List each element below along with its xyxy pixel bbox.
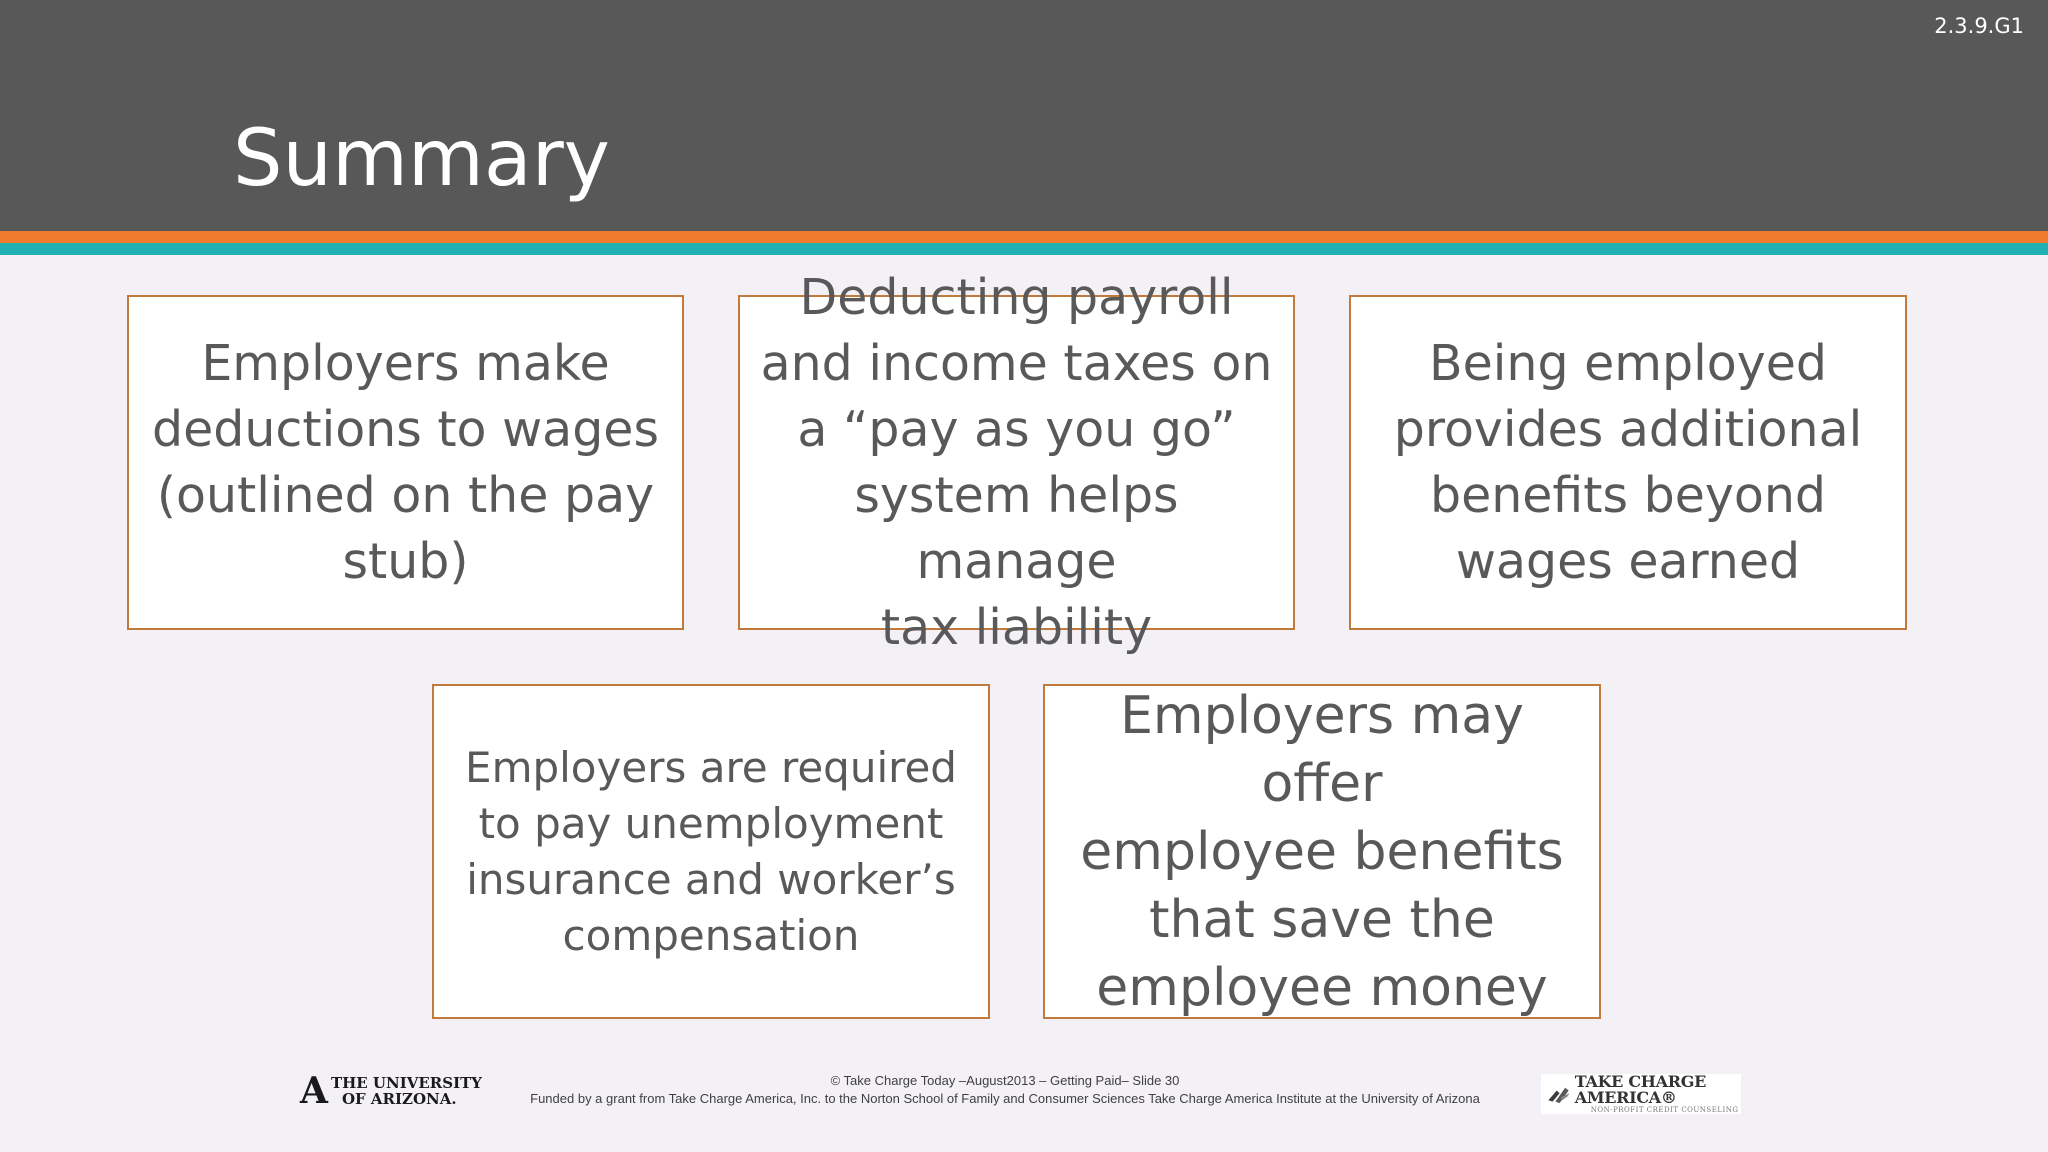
tca-logo-sub: NON-PROFIT CREDIT COUNSELING [1590, 1106, 1739, 1114]
footer-funding: Funded by a grant from Take Charge America, Inc. to the Norton School of Family and Consumer Sciences Take Charge America Institute at the University of Arizona [530, 1091, 1480, 1106]
header-bar [0, 0, 2048, 231]
box-line: and income taxes on [760, 334, 1273, 392]
box-line: deductions to wages [152, 400, 659, 458]
teal-stripe [0, 243, 2048, 255]
take-charge-america-logo [1541, 1074, 1741, 1114]
box-line: that save the [1149, 889, 1495, 950]
footer-copyright: © Take Charge Today –August2013 – Getting Paid– Slide 30 [830, 1073, 1180, 1088]
box-line: Employers may offer [1120, 685, 1524, 814]
summary-box-4 [432, 684, 990, 1019]
ua-block-a-icon: A [300, 1070, 328, 1112]
box-line: Deducting payroll [799, 268, 1234, 326]
box-line: Being employed [1429, 334, 1827, 392]
box-line: employee money [1096, 957, 1548, 1018]
box-line: compensation [562, 910, 860, 960]
ua-logo-line2: OF ARIZONA. [341, 1090, 457, 1108]
summary-box-3 [1349, 295, 1907, 630]
box-line: (outlined on the pay [156, 466, 655, 524]
summary-box-2 [738, 268, 1295, 656]
box-line: a “pay as you go” [797, 400, 1236, 458]
university-of-arizona-logo [300, 1070, 482, 1112]
summary-box-1 [127, 295, 684, 630]
box-line: employee benefits [1080, 821, 1564, 882]
tca-swoosh-icon [1547, 1079, 1571, 1109]
box-line: Employers are required [465, 742, 957, 792]
box-line: to pay unemployment [478, 798, 944, 848]
box-line: tax liability [880, 598, 1153, 656]
slide-code: 2.3.9.G1 [1934, 14, 2024, 38]
box-line: system helps manage [854, 466, 1179, 590]
slide-title: Summary [233, 114, 610, 204]
box-line: Employers make [201, 334, 610, 392]
box-line: stub) [342, 532, 469, 590]
summary-box-5 [1043, 684, 1601, 1019]
box-line: benefits beyond [1429, 466, 1827, 524]
ua-logo-line1: THE UNIVERSITY [330, 1074, 482, 1092]
orange-stripe [0, 231, 2048, 243]
box-line: provides additional [1393, 400, 1863, 458]
tca-logo-name: TAKE CHARGE AMERICA® [1574, 1072, 1706, 1107]
box-line: wages earned [1455, 532, 1801, 590]
box-line: insurance and worker’s [466, 854, 956, 904]
footer-credits [480, 1072, 1530, 1108]
